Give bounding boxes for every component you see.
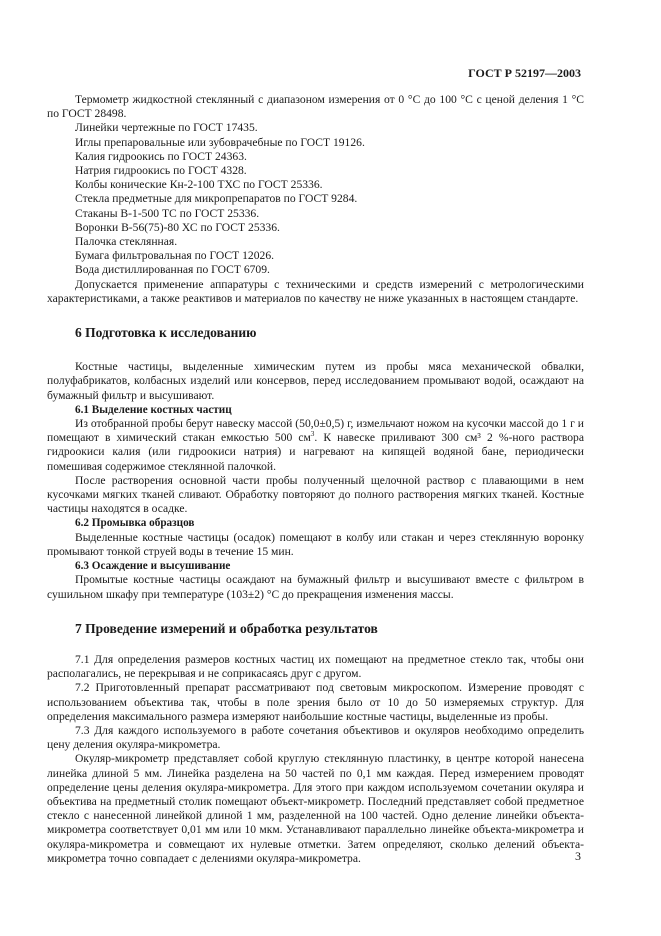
clause-7-2: 7.2 Приготовленный препарат рассматривают под световым микроскопом. Измерение проводят с использованием объектива так, чтобы в поле зрения было от 10 до 50 измеряемых структур. Для определения максимального размера измеряют наибольшие костные частицы, выделенные из пробы. bbox=[47, 681, 584, 723]
allowance-paragraph: Допускается применение аппаратуры с техническими и средств измерений с метрологическими характеристиками, а также реактивов и материалов по качеству не ниже указанных в настоящем стандарте. bbox=[47, 277, 584, 305]
section-6-intro: Костные частицы, выделенные химическим путем из пробы мяса механической обвалки, полуфабрикатов, колбасных изделий или консервов, перед исследованием промывают водой, осаждают на бумажный фильтр и высушивают. bbox=[47, 360, 584, 402]
page-number: 3 bbox=[575, 849, 581, 863]
section-7-heading: 7 Проведение измерений и обработка результатов bbox=[75, 620, 378, 636]
equipment-item: Натрия гидроокись по ГОСТ 4328. bbox=[75, 164, 247, 178]
equipment-item: Вода дистиллированная по ГОСТ 6709. bbox=[75, 263, 270, 277]
subsection-6-1-paragraph: Из отобранной пробы берут навеску массой (50,0±0,5) г, измельчают ножом на кусочки массой до 1 г и помещают в химический стакан емкостью 500 $см^3$. К навеске приливают 300 см³ 2 %-ного раствора гидроокиси калия (или гидроокиси натрия) и нагревают на кипящей водяной бане, периодически помешивая содержимое стеклянной палочкой. bbox=[47, 417, 584, 473]
clause-7-1: 7.1 Для определения размеров костных частиц их помещают на предметное стекло так, чтобы они располагались, не перекрывая и не соприкасаясь друг с другом. bbox=[47, 652, 584, 681]
subsection-6-2-paragraph: Выделенные костные частицы (осадок) помещают в колбу или стакан и через стеклянную воронку промывают тонкой струей воды в течение 15 мин. bbox=[47, 530, 584, 558]
equipment-item: Колбы конические Кн-2-100 ТХС по ГОСТ 25336. bbox=[75, 178, 323, 192]
thermometer-paragraph: Термометр жидкостной стеклянный с диапазоном измерения от 0 °С до 100 °С с ценой деления 1 °С по ГОСТ 28498. bbox=[47, 93, 584, 121]
equipment-item: Стекла предметные для микропрепаратов по ГОСТ 9284. bbox=[75, 192, 358, 206]
equipment-item: Стаканы В-1-500 ТС по ГОСТ 25336. bbox=[75, 206, 260, 220]
equipment-item: Бумага фильтровальная по ГОСТ 12026. bbox=[75, 249, 275, 263]
equipment-item: Палочка стеклянная. bbox=[75, 235, 178, 249]
equipment-item: Воронки В-56(75)-80 ХС по ГОСТ 25336. bbox=[75, 220, 280, 234]
subsection-6-3-paragraph: Промытые костные частицы осаждают на бумажный фильтр и высушивают вместе с фильтром в сушильном шкафу при температуре (103±2) °С до прекращения изменения массы. bbox=[47, 573, 584, 601]
micrometer-paragraph: Окуляр-микрометр представляет собой круглую стеклянную пластинку, в центре которой нанесена линейка длиной 5 мм. Линейка разделена на 50 частей по 0,1 мм каждая. Перед измерением проводят определение цены деления окуляра-микрометра. Для этого при каждом используемом сочетании окуляра и объектива на предметный столик помещают объект-микрометр. Последний представляет собой предметное стекло с нанесенной линейкой длиной 1 мм, разделенной на 100 частей. Одно деление линейки объекта-микрометра соответствует 0,01 мм или 10 мкм. Устанавливают параллельно линейке объекта-микрометра и окуляра-микрометра и совмещают их нулевые отметки. Затем определяют, сколько делений объекта-микрометра точно совпадает с делениями окуляра-микрометра. bbox=[47, 752, 584, 865]
subsection-6-1-heading: 6.1 Выделение костных частиц bbox=[75, 403, 232, 416]
equipment-item: Калия гидроокись по ГОСТ 24363. bbox=[75, 149, 247, 163]
subsection-6-2-heading: 6.2 Промывка образцов bbox=[75, 517, 195, 530]
equipment-item: Иглы препаровальные или зубоврачебные по ГОСТ 19126. bbox=[75, 135, 365, 149]
subsection-6-1-paragraph-2: После растворения основной части пробы полученный щелочной раствор с плавающими в нем кусочками мягких тканей сливают. Обработку повторяют до полного растворения мягких тканей. Костные частицы находятся в осадке. bbox=[47, 473, 584, 516]
clause-7-3: 7.3 Для каждого используемого в работе сочетания объективов и окуляров необходимо определить цену деления окуляра-микрометра. bbox=[47, 723, 584, 752]
document-header: ГОСТ Р 52197—2003 bbox=[468, 66, 581, 80]
superscript: 3 bbox=[310, 430, 315, 439]
equipment-item: Линейки чертежные по ГОСТ 17435. bbox=[75, 121, 258, 135]
subsection-6-3-heading: 6.3 Осаждение и высушивание bbox=[75, 560, 231, 573]
page-content bbox=[47, 93, 584, 866]
section-6-heading: 6 Подготовка к исследованию bbox=[75, 325, 257, 341]
